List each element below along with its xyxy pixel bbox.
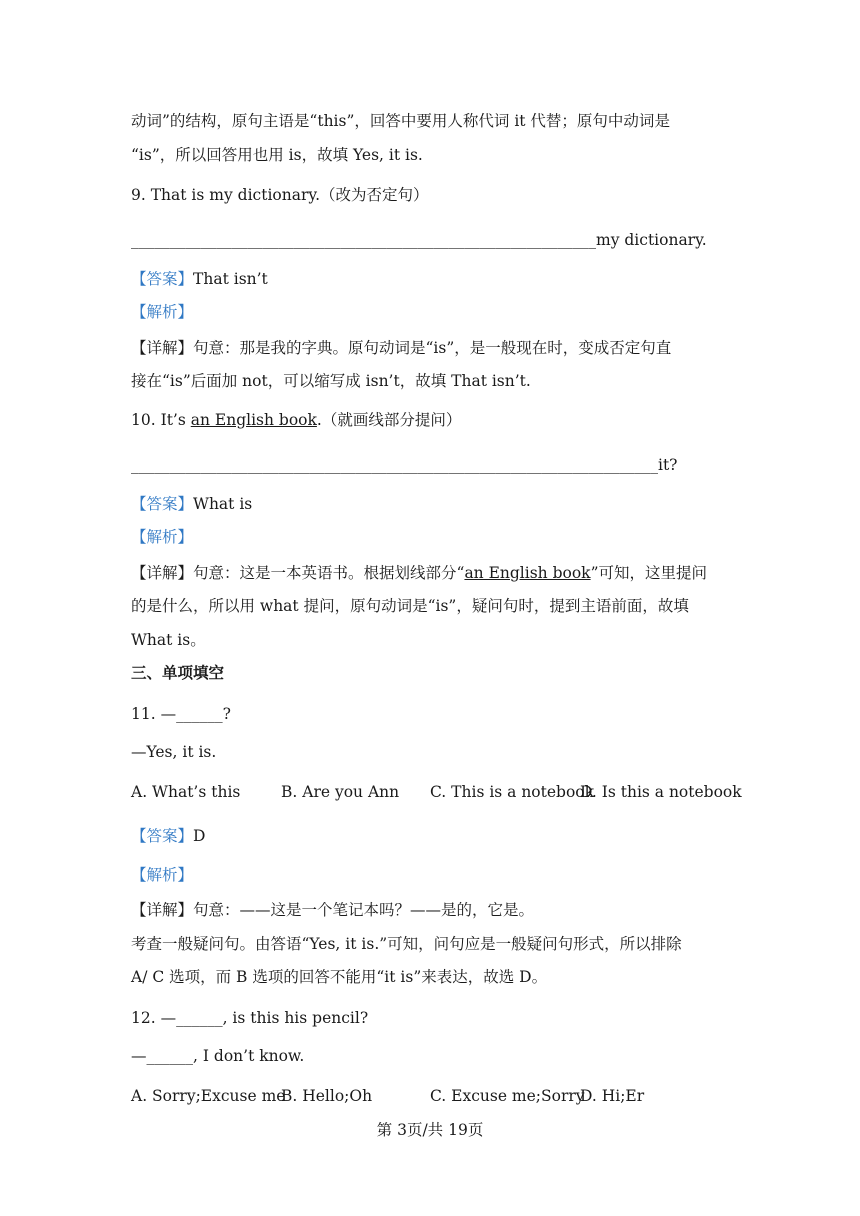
detail-line: 接在“is”后面加 not，可以缩写成 isn’t，故填 That isn’t. bbox=[131, 372, 531, 390]
option-a: A. Sorry;Excuse me bbox=[131, 1087, 286, 1105]
answer-text: That isn’t bbox=[193, 270, 268, 288]
text-line: 动词”的结构，原句主语是“this”，回答中要用人称代词 it 代替；原句中动词是 bbox=[131, 112, 670, 130]
question-9: 9. That is my dictionary.（改为否定句） bbox=[131, 186, 429, 204]
analysis-tag: 【解析】 bbox=[131, 303, 194, 321]
question-10-blank: ____________________________________________________________________it? bbox=[131, 456, 678, 474]
answer-tag: 【答案】 bbox=[131, 827, 194, 845]
option-a: A. What’s this bbox=[131, 783, 241, 801]
question-11: 11. —______? bbox=[131, 705, 231, 723]
detail-line: 考查一般疑问句。由答语“Yes, it is.”可知，问句应是一般疑问句形式，所以排除 bbox=[131, 935, 682, 953]
option-c: C. Excuse me;Sorry bbox=[430, 1087, 585, 1105]
question-10: 10. It’s an English book.（就画线部分提问） bbox=[131, 411, 462, 429]
option-d: D. Hi;Er bbox=[580, 1087, 645, 1105]
section-heading: 三、单项填空 bbox=[131, 663, 225, 682]
option-d: D. Is this a notebook bbox=[580, 783, 742, 801]
analysis-tag: 【解析】 bbox=[131, 866, 194, 884]
answer-line bbox=[131, 494, 252, 514]
detail-line: 【详解】句意：——这是一个笔记本吗？——是的，它是。 bbox=[131, 901, 535, 919]
option-b: B. Hello;Oh bbox=[281, 1087, 373, 1105]
question-9-blank: ____________________________________________________________my dictionary. bbox=[131, 231, 707, 249]
detail-line: A/ C 选项，而 B 选项的回答不能用“it is”来表达，故选 D。 bbox=[131, 968, 548, 986]
underlined-phrase: an English book bbox=[190, 411, 317, 429]
detail-line: 【详解】句意：那是我的字典。原句动词是“is”，是一般现在时，变成否定句直 bbox=[131, 339, 672, 357]
answer-line bbox=[131, 826, 205, 846]
option-b: B. Are you Ann bbox=[281, 783, 400, 801]
answer-tag: 【答案】 bbox=[131, 270, 194, 288]
answer-line bbox=[131, 269, 268, 289]
page-footer: 第 3页/共 19页 bbox=[376, 1121, 484, 1139]
question-12-reply: —______, I don’t know. bbox=[131, 1047, 305, 1065]
answer-tag: 【答案】 bbox=[131, 495, 194, 513]
text-line: “is”，所以回答用也用 is，故填 Yes, it is. bbox=[131, 146, 423, 164]
question-11-reply: —Yes, it is. bbox=[131, 743, 217, 761]
detail-line: What is。 bbox=[131, 631, 206, 649]
detail-line: 的是什么，所以用 what 提问，原句动词是“is”，疑问句时，提到主语前面，故填 bbox=[131, 597, 689, 615]
detail-line: 【详解】句意：这是一本英语书。根据划线部分“an English book”可知，这里提问 bbox=[131, 564, 708, 582]
question-12: 12. —______, is this his pencil? bbox=[131, 1009, 369, 1027]
answer-text: What is bbox=[193, 495, 253, 513]
analysis-tag: 【解析】 bbox=[131, 528, 194, 546]
option-c: C. This is a notebook bbox=[430, 783, 595, 801]
answer-text: D bbox=[193, 827, 206, 845]
